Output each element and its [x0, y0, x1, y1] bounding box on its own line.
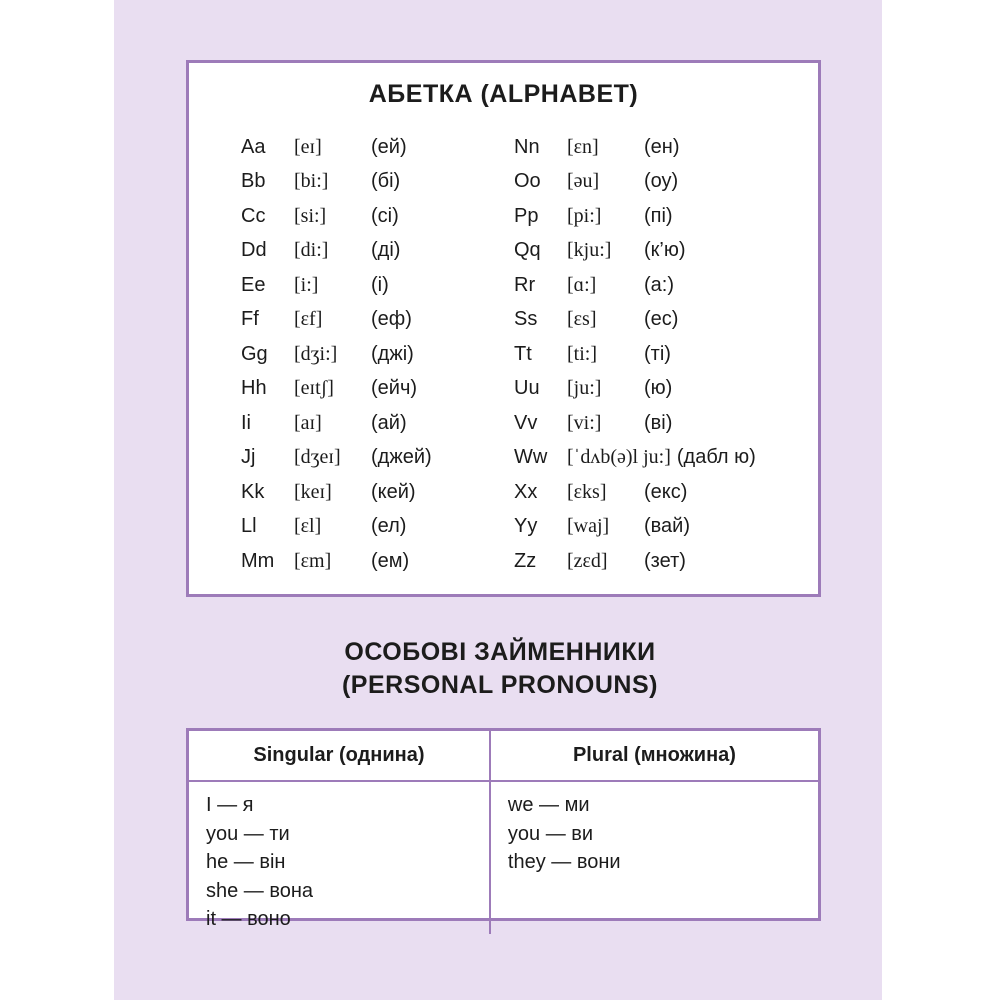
alphabet-pronunciation: (ен) — [644, 135, 680, 158]
alphabet-row — [514, 475, 808, 510]
alphabet-row — [241, 165, 514, 200]
alphabet-title: АБЕТКА (ALPHABET) — [368, 80, 639, 108]
alphabet-ipa: [ti:] — [567, 342, 597, 365]
alphabet-row — [514, 337, 808, 372]
alphabet-letter: Ww — [514, 446, 548, 469]
alphabet-row — [241, 372, 514, 407]
pronouns-heading-line2: (PERSONAL PRONOUNS) — [341, 671, 658, 699]
alphabet-letter: Ff — [241, 308, 259, 331]
alphabet-row — [514, 372, 808, 407]
alphabet-ipa: [dʒi:] — [294, 342, 338, 365]
alphabet-ipa: [ɑ:] — [567, 273, 597, 296]
alphabet-row — [514, 303, 808, 338]
alphabet-letter: Kk — [241, 480, 265, 503]
pronoun-item: he — він — [206, 851, 286, 873]
alphabet-pronunciation: (ей) — [371, 135, 407, 158]
alphabet-ipa: [aɪ] — [294, 411, 322, 434]
alphabet-row — [241, 303, 514, 338]
pronoun-item: they — вони — [507, 851, 621, 873]
alphabet-ipa: [ɛs] — [567, 308, 597, 331]
pronoun-list-singular — [189, 782, 491, 934]
alphabet-ipa: [waj] — [567, 515, 610, 538]
alphabet-pronunciation: (а:) — [644, 273, 674, 296]
alphabet-ipa: [ɛf] — [294, 308, 323, 331]
alphabet-ipa: [si:] — [294, 204, 327, 227]
alphabet-row — [514, 199, 808, 234]
pronoun-item: you — ти — [206, 822, 290, 845]
alphabet-letter: Aa — [241, 135, 266, 158]
alphabet-letter: Ss — [514, 308, 538, 331]
alphabet-row — [514, 510, 808, 545]
alphabet-ipa: [ɛks] — [567, 480, 607, 503]
pronouns-heading-line1: ОСОБОВІ ЗАЙМЕННИКИ — [344, 638, 656, 666]
alphabet-letter: Hh — [241, 377, 267, 400]
alphabet-pronunciation: (ел) — [371, 515, 407, 538]
alphabet-pronunciation: (дабл ю) — [676, 446, 756, 469]
alphabet-row — [241, 337, 514, 372]
alphabet-column-left — [241, 130, 514, 579]
alphabet-ipa: [ɛl] — [294, 515, 322, 538]
alphabet-pronunciation: (ейч) — [371, 377, 418, 400]
alphabet-pronunciation: (кей) — [371, 480, 416, 503]
alphabet-letter: Nn — [514, 135, 540, 158]
alphabet-ipa: [dʒeɪ] — [294, 446, 341, 469]
alphabet-letter: Ll — [241, 515, 257, 538]
alphabet-column-right — [514, 130, 808, 579]
alphabet-pronunciation: (і) — [371, 273, 389, 296]
alphabet-ipa: [eɪ] — [294, 135, 322, 158]
alphabet-letter: Bb — [241, 170, 266, 193]
alphabet-letter: Rr — [514, 273, 536, 296]
alphabet-ipa: [di:] — [294, 239, 329, 262]
alphabet-letter: Uu — [514, 377, 540, 400]
alphabet-pronunciation: (еф) — [371, 308, 412, 331]
alphabet-row — [514, 165, 808, 200]
alphabet-row — [241, 544, 514, 579]
alphabet-pronunciation: (пі) — [644, 204, 673, 227]
alphabet-letter: Zz — [514, 549, 537, 572]
pronouns-table-header-row — [189, 731, 818, 782]
alphabet-letter: Tt — [514, 342, 532, 365]
alphabet-row — [241, 234, 514, 269]
alphabet-pronunciation: (ді) — [371, 239, 401, 262]
alphabet-pronunciation: (ві) — [644, 411, 673, 434]
alphabet-pronunciation: (ю) — [644, 377, 673, 400]
alphabet-ipa: [i:] — [294, 273, 319, 296]
alphabet-letter: Ii — [241, 411, 251, 434]
alphabet-ipa: [kju:] — [567, 239, 612, 262]
alphabet-letter: Xx — [514, 480, 538, 503]
alphabet-letter: Cc — [241, 204, 266, 227]
alphabet-ipa: [əu] — [567, 170, 600, 193]
alphabet-letter: Qq — [514, 239, 541, 262]
alphabet-ipa: [zɛd] — [567, 549, 608, 572]
pronoun-list-plural — [491, 782, 818, 934]
alphabet-row — [514, 268, 808, 303]
alphabet-letter: Ee — [241, 273, 266, 296]
pronoun-item: it — воно — [206, 908, 291, 930]
alphabet-row — [241, 406, 514, 441]
alphabet-row — [514, 234, 808, 269]
alphabet-row — [514, 441, 808, 476]
alphabet-row — [241, 441, 514, 476]
alphabet-columns — [189, 130, 818, 579]
alphabet-ipa: [ˈdʌb(ə)l ju:] — [567, 446, 671, 469]
pronouns-heading — [0, 636, 1000, 702]
alphabet-row — [514, 406, 808, 441]
pronoun-item: we — ми — [507, 794, 590, 816]
alphabet-pronunciation: (сі) — [371, 204, 399, 227]
alphabet-pronunciation: (джі) — [371, 342, 414, 365]
pronouns-header-singular: Singular (однина) — [189, 731, 491, 780]
alphabet-row — [514, 544, 808, 579]
alphabet-letter: Yy — [514, 515, 538, 538]
pronouns-table-body-row — [189, 782, 818, 934]
alphabet-ipa: [bi:] — [294, 170, 329, 193]
pronouns-table — [186, 728, 821, 930]
alphabet-card — [186, 60, 821, 597]
alphabet-ipa: [ɛm] — [294, 549, 332, 572]
alphabet-row — [241, 475, 514, 510]
alphabet-pronunciation: (екс) — [644, 480, 688, 503]
alphabet-letter: Jj — [241, 446, 256, 469]
alphabet-ipa: [ju:] — [567, 377, 602, 400]
alphabet-letter: Vv — [514, 411, 538, 434]
alphabet-letter: Gg — [241, 342, 268, 365]
alphabet-row — [241, 199, 514, 234]
alphabet-pronunciation: (бі) — [371, 170, 401, 193]
pronoun-item: she — вона — [206, 879, 314, 902]
alphabet-pronunciation: (джей) — [371, 446, 432, 469]
alphabet-ipa: [ɛn] — [567, 135, 599, 158]
alphabet-pronunciation: (ай) — [371, 411, 407, 434]
alphabet-letter: Pp — [514, 204, 539, 227]
alphabet-pronunciation: (вай) — [644, 515, 691, 538]
pronouns-header-plural: Plural (множина) — [572, 744, 736, 766]
alphabet-row — [514, 130, 808, 165]
alphabet-letter: Oo — [514, 170, 541, 193]
pronoun-item: I — я — [206, 794, 254, 816]
alphabet-row — [241, 510, 514, 545]
alphabet-pronunciation: (ем) — [371, 549, 410, 572]
alphabet-pronunciation: (оу) — [644, 170, 679, 193]
alphabet-ipa: [eɪtʃ] — [294, 377, 334, 400]
alphabet-pronunciation: (зет) — [644, 549, 686, 572]
alphabet-letter: Mm — [241, 549, 275, 572]
alphabet-pronunciation: (ес) — [644, 308, 679, 331]
alphabet-ipa: [keɪ] — [294, 480, 332, 503]
alphabet-ipa: [pi:] — [567, 204, 602, 227]
alphabet-row — [241, 130, 514, 165]
pronoun-item: you — ви — [507, 822, 594, 845]
alphabet-letter: Dd — [241, 239, 267, 262]
alphabet-row — [241, 268, 514, 303]
alphabet-pronunciation: (к’ю) — [644, 239, 686, 262]
alphabet-pronunciation: (ті) — [644, 342, 671, 365]
alphabet-ipa: [vi:] — [567, 411, 602, 434]
